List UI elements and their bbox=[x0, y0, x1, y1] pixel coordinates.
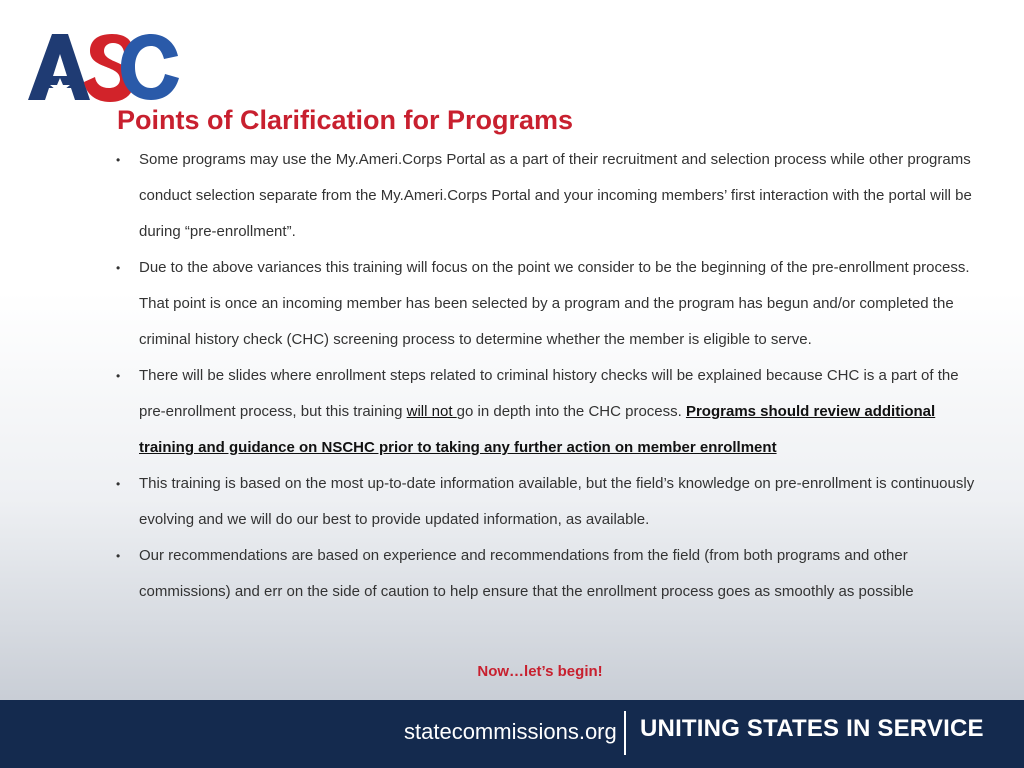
asc-logo bbox=[28, 30, 182, 104]
bullet-marker: • bbox=[116, 369, 121, 383]
bullet-text bbox=[139, 367, 959, 456]
bullet-marker: • bbox=[116, 261, 121, 275]
footer-tagline: UNITING STATES IN SERVICE bbox=[640, 715, 984, 742]
bullet-list bbox=[114, 142, 984, 610]
bullet-marker: • bbox=[116, 549, 121, 563]
nschc-guidance-emphasis: Programs should review additional training and guidance on NSCHC prior to taking any further action on member enrollment bbox=[139, 403, 936, 456]
bullet-item bbox=[114, 466, 984, 538]
slide-title: Points of Clarification for Programs bbox=[117, 105, 574, 135]
footer-site-link[interactable]: statecommissions.org bbox=[404, 719, 617, 744]
bullet-text: Due to the above variances this training will focus on the point we consider to be the beginning of the pre-enrollment process. That point is once an incoming member has been selected by a program and the program has begun and/or completed the criminal history check (CHC) screening process to determine whether the member is eligible to serve. bbox=[139, 259, 970, 348]
bullet-item bbox=[114, 250, 984, 358]
bullet-text-part: go in depth into the CHC process. bbox=[456, 403, 686, 420]
closing-line: Now…let’s begin! bbox=[477, 663, 603, 680]
bullet-text: This training is based on the most up-to-date information available, but the field’s knowledge on pre-enrollment is continuously evolving and we will do our best to provide updated information, as available. bbox=[139, 475, 975, 528]
bullet-marker: • bbox=[116, 153, 121, 167]
bullet-text-part: There will be slides where enrollment steps related to criminal history checks will be explained because CHC is a part of the pre-enrollment process, but this training bbox=[139, 367, 959, 420]
will-not-emphasis: will not bbox=[406, 403, 457, 420]
footer-divider bbox=[624, 711, 626, 755]
bullet-item bbox=[114, 358, 984, 466]
bullet-text: Our recommendations are based on experience and recommendations from the field (from both programs and other commissions) and err on the side of caution to help ensure that the enrollment process goes as smoothly as possible bbox=[139, 547, 914, 600]
footer-bar bbox=[0, 700, 1024, 768]
bullet-text: Some programs may use the My.Ameri.Corps Portal as a part of their recruitment and selection process while other programs conduct selection separate from the My.Ameri.Corps Portal and your incoming members’ first interaction with the portal will be during “pre-enrollment”. bbox=[139, 151, 972, 240]
logo-letter-c bbox=[121, 34, 179, 100]
bullet-item bbox=[114, 538, 984, 610]
bullet-marker: • bbox=[116, 477, 121, 491]
bullet-item bbox=[114, 142, 984, 250]
